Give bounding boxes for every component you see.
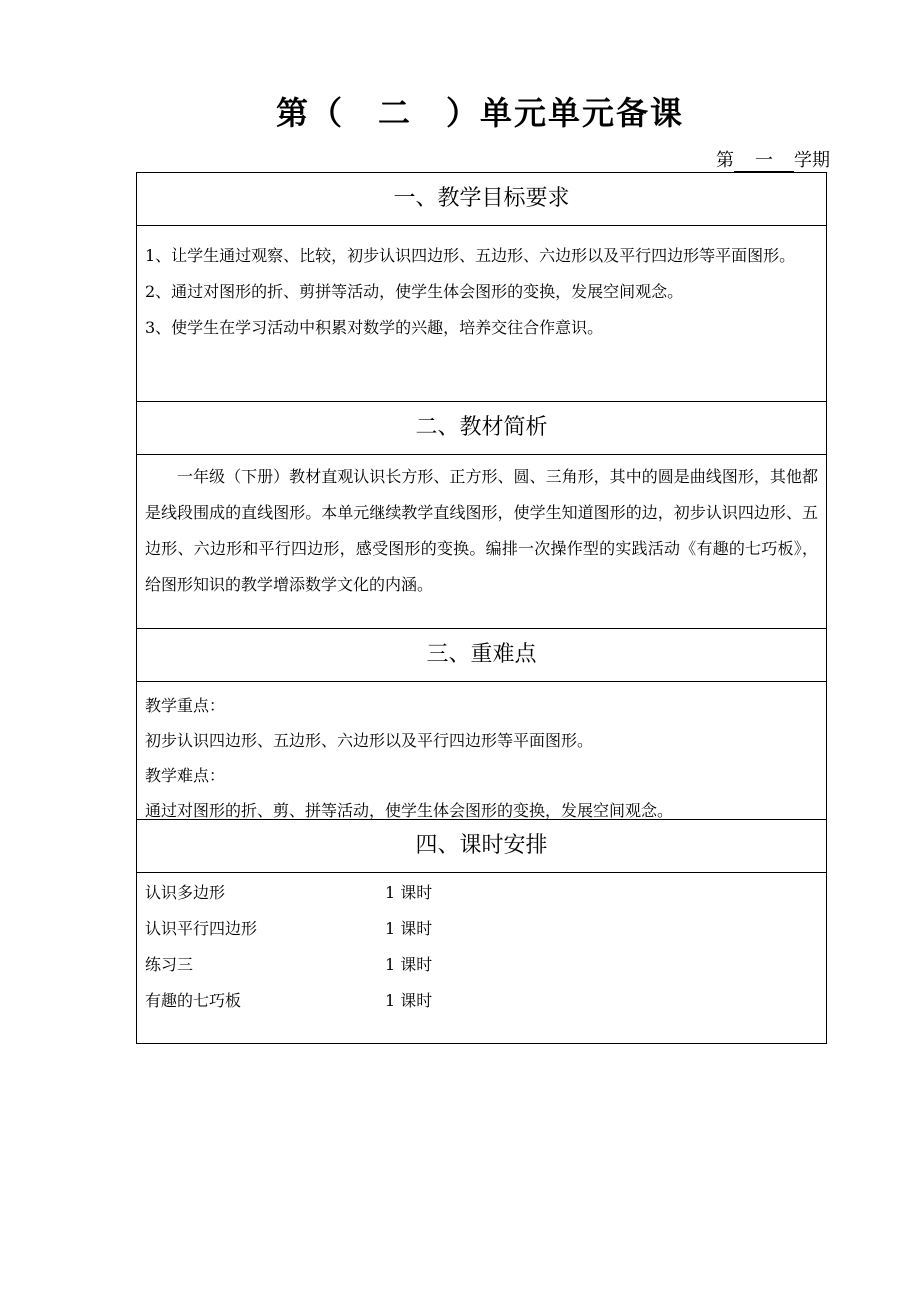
schedule-row	[145, 947, 818, 983]
page-title: 第（ 二 ）单元单元备课	[275, 94, 684, 132]
difficulty-text: 通过对图形的折、剪、拼等活动，使学生体会图形的变换，发展空间观念。	[145, 801, 674, 820]
lesson-name: 练习三	[145, 955, 194, 974]
goal-item: 3、使学生在学习活动中积累对数学的兴趣，培养交往合作意识。	[145, 318, 604, 337]
analysis-heading: 二、教材简析	[137, 402, 826, 455]
lesson-hours: 1 课时	[385, 991, 433, 1010]
semester-value: 一	[734, 151, 794, 172]
schedule-heading: 四、课时安排	[137, 820, 826, 873]
lesson-hours: 1 课时	[385, 919, 433, 938]
focus-text: 初步认识四边形、五边形、六边形以及平行四边形等平面图形。	[145, 731, 594, 750]
lesson-name: 认识多边形	[145, 883, 226, 902]
goals-body	[137, 226, 826, 402]
semester-prefix: 第	[716, 150, 734, 171]
goal-item: 1、让学生通过观察、比较，初步认识四边形、五边形、六边形以及平行四边形等平面图形。	[145, 246, 796, 265]
schedule-row	[145, 911, 818, 947]
semester-suffix: 学期	[794, 150, 830, 171]
lesson-plan-table	[136, 172, 827, 1044]
keypoints-heading: 三、重难点	[137, 629, 826, 682]
semester-line	[716, 146, 830, 172]
analysis-body	[137, 455, 826, 629]
goals-heading: 一、教学目标要求	[137, 173, 826, 226]
difficulty-label: 教学难点：	[145, 766, 226, 785]
lesson-hours: 1 课时	[385, 955, 433, 974]
schedule-body	[137, 873, 826, 1043]
schedule-row	[145, 875, 818, 911]
goal-item: 2、通过对图形的折、剪拼等活动，使学生体会图形的变换，发展空间观念。	[145, 282, 684, 301]
keypoints-body	[137, 682, 826, 820]
lesson-hours: 1 课时	[385, 883, 433, 902]
lesson-name: 认识平行四边形	[145, 919, 258, 938]
analysis-text: 一年级（下册）教材直观认识长方形、正方形、圆、三角形，其中的圆是曲线图形，其他都是线段围成的直线图形。本单元继续教学直线图形，使学生知道图形的边，初步认识四边形、五边形、六边形和平行四边形，感受图形的变换。编排一次操作型的实践活动《有趣的七巧板》，给图形知识的教学增添数学文化的内涵。	[145, 467, 818, 594]
lesson-name: 有趣的七巧板	[145, 991, 242, 1010]
focus-label: 教学重点：	[145, 696, 226, 715]
schedule-row	[145, 983, 818, 1019]
